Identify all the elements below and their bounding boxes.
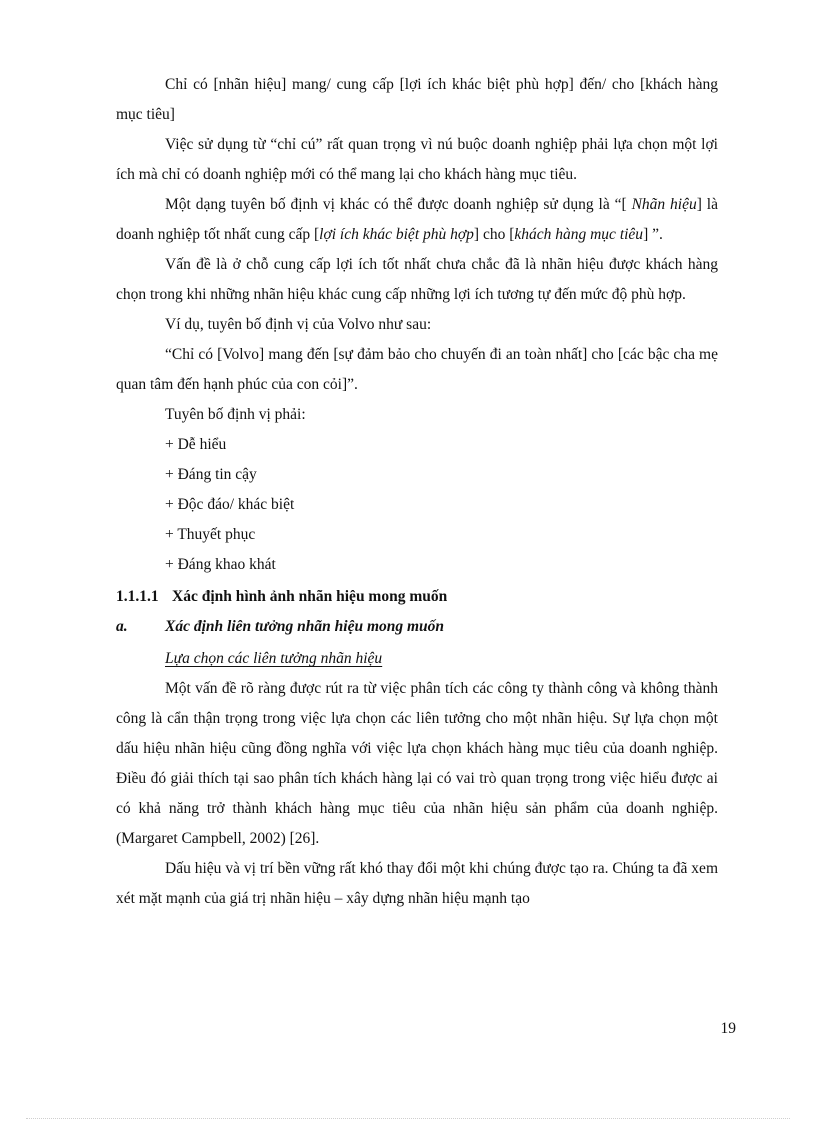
list-item: + Độc đáo/ khác biệt xyxy=(165,496,295,513)
paragraph-positioning-statement: Chỉ có [nhãn hiệu] mang/ cung cấp [lợi ích khác biệt phù hợp] đến/ cho [khách hàng mục tiêu] xyxy=(116,76,718,123)
paragraph-example-intro: Ví dụ, tuyên bố định vị của Volvo như sau: xyxy=(165,316,432,333)
paragraph-problem: Vấn đề là ở chỗ cung cấp lợi ích tốt nhất chưa chắc đã là nhãn hiệu được khách hàng chọn trong khi những nhãn hiệu khác cung cấp những lợi ích tương tự đến mức độ phù hợp. xyxy=(116,256,718,303)
paragraph-volvo-quote: “Chỉ có [Volvo] mang đến [sự đảm bảo cho chuyến đi an toàn nhất] cho [các bậc cha mẹ quan tâm đến hạnh phúc của con cỏi]”. xyxy=(116,346,718,393)
list-item: + Đáng tin cậy xyxy=(165,466,257,483)
body-text xyxy=(116,70,718,914)
subsection-title: Xác định liên tưởng nhãn hiệu mong muốn xyxy=(165,618,445,635)
subsection-heading xyxy=(116,612,718,642)
list-item: + Thuyết phục xyxy=(165,526,256,543)
paragraph-alt-statement: Một dạng tuyên bố định vị khác có thể được doanh nghiệp sử dụng là “[ Nhãn hiệu] là doanh nghiệp tốt nhất cung cấp [lợi ích khác biệt phù hợp] cho [khách hàng mục tiêu] ”. xyxy=(116,196,718,243)
paragraph-association-choice: Một vấn đề rõ ràng được rút ra từ việc phân tích các công ty thành công và không thành công là cẩn thận trọng trong việc lựa chọn các liên tưởng cho một nhãn hiệu. Sự lựa chọn một dấu hiệu nhãn hiệu cũng đồng nghĩa với việc lựa chọn khách hàng mục tiêu của doanh nghiệp. Điều đó giải thích tại sao phân tích khách hàng lại có vai trò quan trọng trong việc hiểu được ai có khả năng trở thành khách hàng mục tiêu của nhãn hiệu sản phẩm của doanh nghiệp. (Margaret Campbell, 2002) [26]. xyxy=(116,680,718,847)
list-item: + Đáng khao khát xyxy=(165,556,276,573)
paragraph-requirements: Tuyên bố định vị phải: xyxy=(165,406,306,423)
subsubsection-heading: Lựa chọn các liên tưởng nhãn hiệu xyxy=(165,650,383,667)
page-bottom-divider xyxy=(26,1118,790,1119)
paragraph-brand-value: Dấu hiệu và vị trí bền vững rất khó thay đổi một khi chúng được tạo ra. Chúng ta đã xem xét mặt mạnh của giá trị nhãn hiệu – xây dựng nhãn hiệu mạnh tạo xyxy=(116,860,718,907)
section-number: 1.1.1.1 xyxy=(116,588,159,605)
section-title: Xác định hình ảnh nhãn hiệu mong muốn xyxy=(172,588,448,605)
list-item: + Dễ hiểu xyxy=(165,436,227,453)
page-number: 19 xyxy=(720,1020,736,1037)
subsection-letter: a. xyxy=(116,618,128,635)
section-heading xyxy=(116,582,718,612)
paragraph-word-usage: Việc sử dụng từ “chỉ cú” rất quan trọng vì nú buộc doanh nghiệp phải lựa chọn một lợi ích mà chỉ có doanh nghiệp mới có thể mang lại cho khách hàng mục tiêu. xyxy=(116,136,718,183)
